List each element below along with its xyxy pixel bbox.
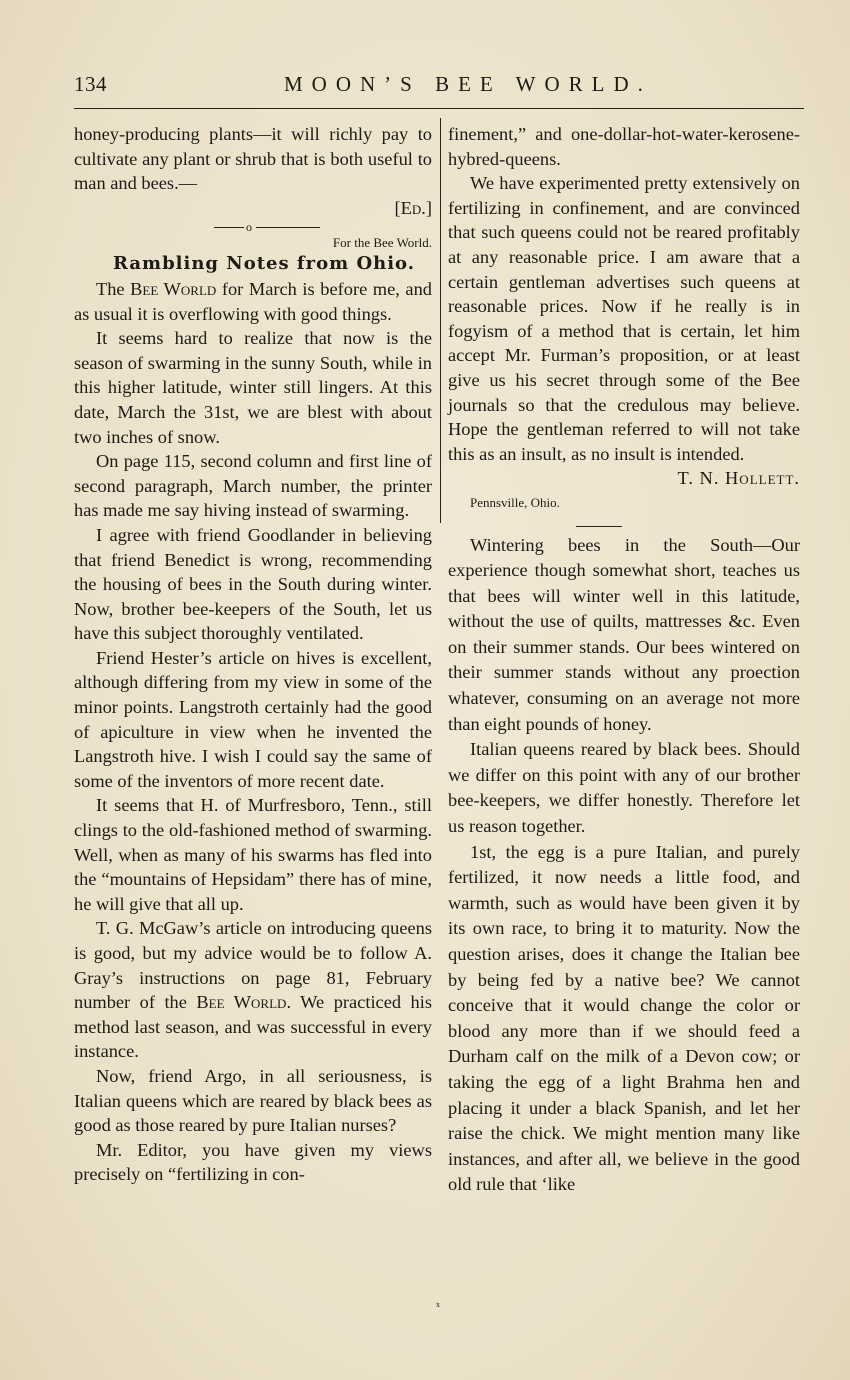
paragraph: 1st, the egg is a pure Italian, and purely fertilized, it now needs a little food, and warmth, such as would have been given it by its own race, to bring it to maturity. Now the question arises, does it change the Italian bee by being fed by a native bee? We cannot conceive that it would change the color or blood any more than if we should feed a Durham calf on the milk of a Devon cow; or taking the egg of a light Brahma hen and placing it under a black Spanish, and let her raise the chick. We might mention many like instances, and after all, we believe in the good old rule that ‘like: [448, 841, 800, 1195]
text-run: for March is before me, and as usual it is overflowing with good things.: [74, 278, 432, 324]
text-run: The: [96, 278, 131, 299]
bee-world-name: Bee World: [196, 992, 287, 1013]
author-signature: T. N. Hollett.: [677, 468, 800, 489]
paragraph: I agree with friend Goodlander in believing that friend Benedict is wrong, recommending the housing of bees in the South during winter. Now, brother bee-keepers of the South, let us have this subject thoroughly ventilated.: [74, 524, 432, 644]
paragraph: [74, 916, 432, 1064]
paragraph: On page 115, second column and first line of second paragraph, March number, the printer has made me say hiving instead of swarming.: [74, 451, 432, 521]
paragraph: Mr. Editor, you have given my views precisely on “fertilizing in con-: [74, 1139, 432, 1185]
text-run: . We practiced his method last season, and was successful in every instance.: [74, 992, 433, 1062]
paragraph: finement,” and one-dollar-hot-water-kerosene-hybred-queens.: [448, 124, 800, 169]
paragraph: It seems that H. of Murfresboro, Tenn., still clings to the old-fashioned method of swarming. Well, when as many of his swarms has fled into the “mountains of Hepsidam” there has of mine, he will give that all up.: [74, 795, 432, 914]
paragraph: Friend Hester’s article on hives is excellent, although differing from my view in some of the minor points. Langstroth certainly had the good of apiculture in view when he invented the Langstroth hive. I wish I could say the same of some of the inventors of more recent date.: [74, 647, 432, 791]
section-separator: [74, 222, 432, 234]
page-number: 134: [74, 72, 107, 96]
paragraph: We have experimented pretty extensively on fertilizing in confinement, and are convinced that such queens could not be reared profitably at any reasonable price. I am aware that a certain gentleman advertises such queens at reasonable prices. Now if he really is in fogyism of a method that is certain, let him accept Mr. Furman’s proposition, or at least give us his secret through some of the Bee journals so that the credulous may believe. Hope the gentleman referred to will not take this as an insult, as no insult is intended.: [448, 173, 800, 464]
separator-line-left: [214, 227, 244, 228]
bee-world-name: Bee World: [130, 278, 217, 299]
paragraph: Now, friend Argo, in all seriousness, is Italian queens which are reared by black bees as good as those reared by pure Italian nurses?: [74, 1065, 432, 1136]
separator-line-right: [256, 227, 320, 228]
text-run: T. G. McGaw’s article on introducing queens is good, but my advice would be to follow A. Gray’s instructions on page 81, February number of the: [74, 918, 432, 1013]
paragraph: Italian queens reared by black bees. Should we differ on this point with any of our brother bee-keepers, we differ honestly. Therefore let us reason together.: [448, 739, 800, 837]
paragraph: [74, 277, 432, 326]
paragraph-intro: honey-producing plants—it will richly pay to cultivate any plant or shrub that is both useful to man and bees.—: [74, 124, 432, 194]
paragraph: Wintering bees in the South—Our experience though somewhat short, teaches us that bees will winter well in this latitude, without the use of quilts, mattresses &c. Even on their summer stands. Our bees wintered on their summer stands without any proection whatever, consuming on an average not more than eight pounds of honey.: [448, 534, 800, 734]
separator-mark: o: [246, 220, 252, 235]
right-column: [448, 122, 800, 1198]
section-rule: [576, 526, 622, 527]
column-rule: [440, 118, 441, 523]
editor-mark: [Ed.]: [394, 197, 432, 218]
left-column: [74, 122, 432, 1187]
author-place: Pennsville, Ohio.: [470, 494, 560, 510]
header-rule: [74, 108, 804, 109]
signature-mark: x: [436, 1300, 440, 1309]
for-bee-world: For the Bee World.: [332, 235, 432, 251]
article-title: Rambling Notes from Ohio.: [112, 253, 415, 275]
running-title: MOON’S BEE WORLD.: [284, 72, 652, 96]
paragraph: It seems hard to realize that now is the season of swarming in the sunny South, while in this higher latitude, winter still lingers. At this date, March the 31st, we are blest with about two inches of snow.: [74, 328, 432, 447]
page-header: [74, 68, 804, 104]
